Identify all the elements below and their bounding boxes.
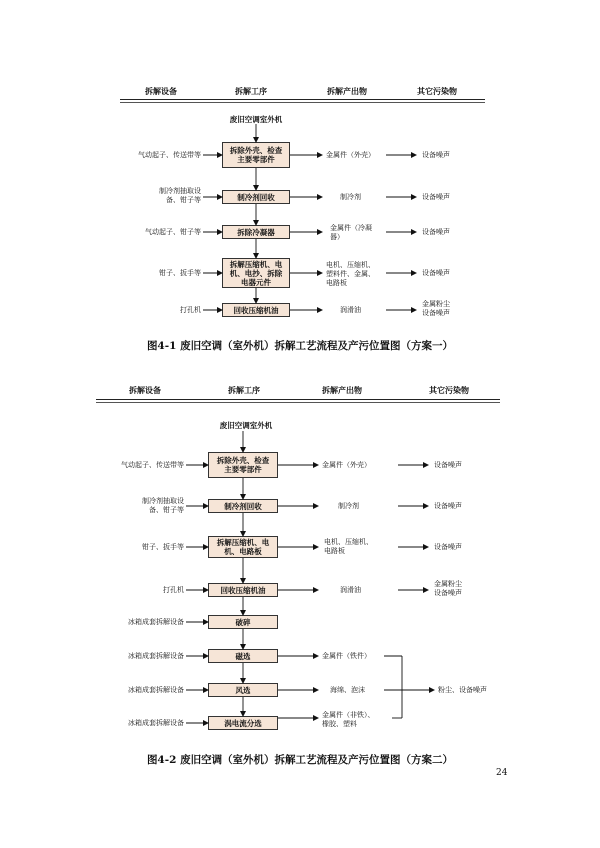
header-equipment-1: 拆解设备 bbox=[145, 86, 177, 96]
d2-other-label: 设备噪声 bbox=[434, 461, 462, 469]
d2-equipment-label: 钳子、扳手等 bbox=[142, 543, 184, 551]
d2-process-box: 回收压缩机油 bbox=[208, 583, 278, 597]
d1-other-label: 金属粉尘 设备噪声 bbox=[422, 300, 450, 317]
header-equipment-2: 拆解设备 bbox=[129, 385, 161, 395]
d1-product-label: 电机、压缩机、 塑料件、金属、 电路板 bbox=[326, 261, 375, 287]
figure-caption-1: 图4-1 废旧空调（室外机）拆解工艺流程及产污位置图（方案一） bbox=[146, 340, 454, 352]
d1-equipment-label: 气动起子、钳子等 bbox=[145, 228, 201, 236]
d2-other-label: 设备噪声 bbox=[434, 502, 462, 510]
d1-process-box: 回收压缩机油 bbox=[222, 303, 290, 317]
d1-other-label: 设备噪声 bbox=[422, 269, 450, 277]
d2-product-label: 金属件（非铁）、 橡胶、塑料 bbox=[322, 711, 375, 728]
d2-other-label: 设备噪声 bbox=[434, 543, 462, 551]
d1-other-label: 设备噪声 bbox=[422, 228, 450, 236]
d1-equipment-label: 气动起子、传送带等 bbox=[138, 151, 201, 159]
d1-product-label: 金属件（外壳） bbox=[326, 151, 375, 159]
d2-process-box: 破碎 bbox=[208, 615, 278, 629]
d2-product-label: 电机、压缩机、 电路板 bbox=[324, 538, 373, 555]
d1-process-box: 拆除冷凝器 bbox=[222, 225, 290, 239]
d1-other-label: 设备噪声 bbox=[422, 151, 450, 159]
d2-product-label: 金属件（外壳） bbox=[322, 461, 371, 469]
d2-process-box: 风选 bbox=[208, 683, 278, 697]
header-process-2: 拆解工序 bbox=[228, 385, 260, 395]
d2-process-box: 拆除外壳、检查 主要零部件 bbox=[208, 452, 278, 478]
d1-equipment-label: 打孔机 bbox=[180, 306, 201, 314]
d2-equipment-label: 气动起子、传送带等 bbox=[121, 461, 184, 469]
header-other-1: 其它污染物 bbox=[417, 86, 457, 96]
d1-start-node: 废旧空调室外机 bbox=[229, 115, 283, 124]
page-number: 24 bbox=[496, 768, 508, 778]
d2-equipment-label: 制冷剂抽取设 备、钳子等 bbox=[142, 497, 184, 514]
d2-equipment-label: 冰箱成套拆解设备 bbox=[128, 719, 184, 727]
d2-product-label: 润滑油 bbox=[340, 586, 361, 594]
d2-product-label: 金属件（铁件） bbox=[322, 652, 371, 660]
d2-product-label: 制冷剂 bbox=[338, 502, 359, 510]
d2-other-label: 金属粉尘 设备噪声 bbox=[434, 580, 462, 597]
d2-process-box: 涡电流分选 bbox=[208, 716, 278, 730]
d2-equipment-label: 打孔机 bbox=[163, 586, 184, 594]
d1-process-box: 拆解压缩机、电 机、电抄、拆除 电器元件 bbox=[222, 258, 290, 288]
d1-equipment-label: 制冷剂抽取设 备、钳子等 bbox=[159, 187, 201, 204]
d1-product-label: 金属件（冷凝 器） bbox=[330, 224, 372, 241]
header-product-1: 拆解产出物 bbox=[327, 86, 367, 96]
d2-process-box: 磁选 bbox=[208, 649, 278, 663]
d2-process-box: 拆解压缩机、电 机、电路板 bbox=[208, 536, 278, 558]
d1-process-box: 拆除外壳、检查 主要零部件 bbox=[222, 142, 290, 168]
d2-equipment-label: 冰箱成套拆解设备 bbox=[128, 686, 184, 694]
figure-caption-2: 图4-2 废旧空调（室外机）拆解工艺流程及产污位置图（方案二） bbox=[146, 754, 454, 766]
d1-process-box: 制冷剂回收 bbox=[222, 190, 290, 204]
d1-product-label: 制冷剂 bbox=[340, 193, 361, 201]
d2-merged-other-label: 粉尘、设备噪声 bbox=[438, 686, 487, 694]
d2-product-label: 海绵、泡沫 bbox=[330, 686, 365, 694]
header-process-1: 拆解工序 bbox=[235, 86, 267, 96]
d2-process-box: 制冷剂回收 bbox=[208, 499, 278, 513]
d1-equipment-label: 钳子、扳手等 bbox=[159, 269, 201, 277]
header-product-2: 拆解产出物 bbox=[322, 385, 362, 395]
d1-product-label: 润滑油 bbox=[340, 306, 361, 314]
d2-equipment-label: 冰箱成套拆解设备 bbox=[128, 618, 184, 626]
header-other-2: 其它污染物 bbox=[429, 385, 469, 395]
d2-start-node: 废旧空调室外机 bbox=[219, 421, 273, 430]
d2-equipment-label: 冰箱成套拆解设备 bbox=[128, 652, 184, 660]
d1-other-label: 设备噪声 bbox=[422, 193, 450, 201]
